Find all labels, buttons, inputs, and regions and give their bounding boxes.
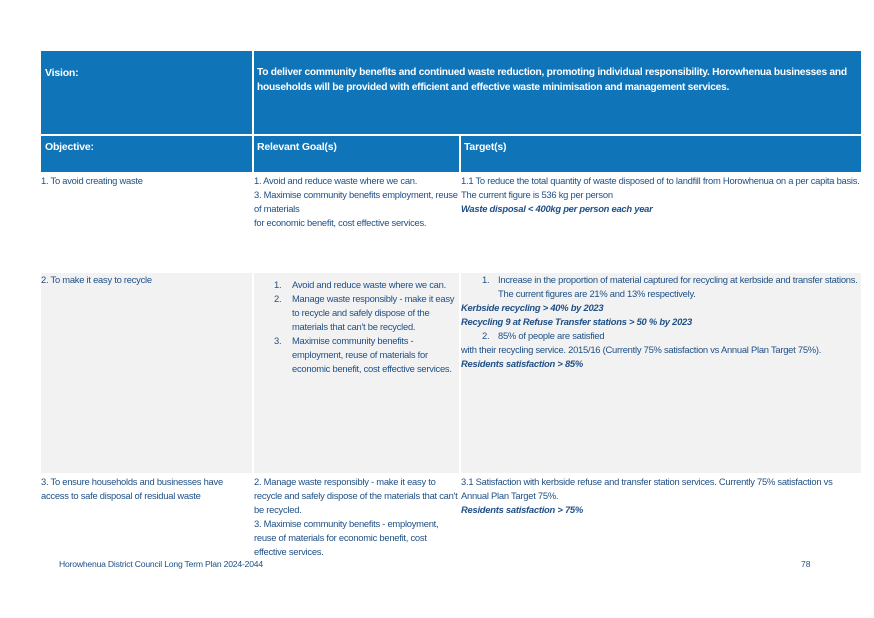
goal-cell bbox=[252, 473, 459, 565]
goal-list-item bbox=[254, 278, 459, 292]
table-row bbox=[41, 473, 861, 565]
target-text: Increase in the proportion of material captured for recycling at kerbside and transfer stations. The current figures are 21% and 13% respectively. bbox=[498, 274, 858, 299]
goal-line: for economic benefit, cost effective services. bbox=[254, 217, 427, 228]
vision-text: To deliver community benefits and continued waste reduction, promoting individual responsibility. Horowhenua businesses and households will be provided with efficient and effective waste minimisation and management services. bbox=[252, 51, 861, 134]
header-goal: Relevant Goal(s) bbox=[252, 134, 459, 172]
goal-line: 3. Maximise community benefits - employment, reuse of materials for economic benefit, cost effective services. bbox=[254, 518, 439, 557]
goal-number: 3. bbox=[274, 335, 282, 346]
target-number: 2. bbox=[482, 330, 490, 341]
target-text: with their recycling service. 2015/16 (Currently 75% satisfaction vs Annual Plan Target 75%). bbox=[461, 344, 822, 355]
waste-plan-table bbox=[41, 51, 861, 565]
goal-cell bbox=[252, 172, 459, 271]
target-emphasis: Recycling 9 at Refuse Transfer stations > 50 % by 2023 bbox=[461, 316, 692, 327]
goal-text: Avoid and reduce waste where we can. bbox=[292, 279, 446, 290]
target-cell bbox=[459, 473, 861, 565]
vision-label: Vision: bbox=[41, 51, 252, 134]
goal-list-item bbox=[254, 292, 459, 334]
table-row bbox=[41, 271, 861, 473]
header-objective: Objective: bbox=[41, 134, 252, 172]
goal-cell bbox=[252, 271, 459, 473]
target-emphasis: Residents satisfaction > 75% bbox=[461, 504, 583, 515]
header-target: Target(s) bbox=[459, 134, 861, 172]
goal-number: 1. bbox=[274, 279, 282, 290]
vision-row bbox=[41, 51, 861, 134]
goal-text: Manage waste responsibly - make it easy to recycle and safely dispose of the materials that can't be recycled. bbox=[292, 293, 455, 332]
table-row bbox=[41, 172, 861, 271]
goal-number: 2. bbox=[274, 293, 282, 304]
target-list-item bbox=[461, 273, 861, 301]
goal-line: 2. Manage waste responsibly - make it easy to recycle and safely dispose of the materials that can't be recycled. bbox=[254, 476, 458, 515]
footer-page-number: 78 bbox=[801, 559, 811, 569]
target-text: 3.1 Satisfaction with kerbside refuse and transfer station services. Currently 75% satisfaction vs Annual Plan Target 75%. bbox=[461, 476, 833, 501]
goal-line: 1. Avoid and reduce waste where we can. bbox=[254, 175, 418, 186]
footer-document-title: Horowhenua District Council Long Term Plan 2024-2044 bbox=[59, 559, 263, 569]
target-number: 1. bbox=[482, 274, 490, 285]
objective-cell: 2. To make it easy to recycle bbox=[41, 271, 252, 473]
target-emphasis: Waste disposal < 400kg per person each year bbox=[461, 203, 653, 214]
goal-text: Maximise community benefits - employment, reuse of materials for economic benefit, cost effective services. bbox=[292, 335, 452, 374]
target-cell bbox=[459, 271, 861, 473]
goal-list-item bbox=[254, 334, 459, 376]
target-cell bbox=[459, 172, 861, 271]
goal-line: 3. Maximise community benefits employment, reuse of materials bbox=[254, 189, 458, 214]
target-emphasis: Residents satisfaction > 85% bbox=[461, 358, 583, 369]
target-emphasis: Kerbside recycling > 40% by 2023 bbox=[461, 302, 604, 313]
objective-cell: 1. To avoid creating waste bbox=[41, 172, 252, 271]
table-header-row bbox=[41, 134, 861, 172]
objective-cell: 3. To ensure households and businesses have access to safe disposal of residual waste bbox=[41, 473, 252, 565]
target-list-item bbox=[461, 329, 861, 343]
target-text: 1.1 To reduce the total quantity of waste disposed of to landfill from Horowhenua on a per capita basis. The current figure is 536 kg per person bbox=[461, 175, 860, 200]
target-text: 85% of people are satisfied bbox=[498, 330, 605, 341]
